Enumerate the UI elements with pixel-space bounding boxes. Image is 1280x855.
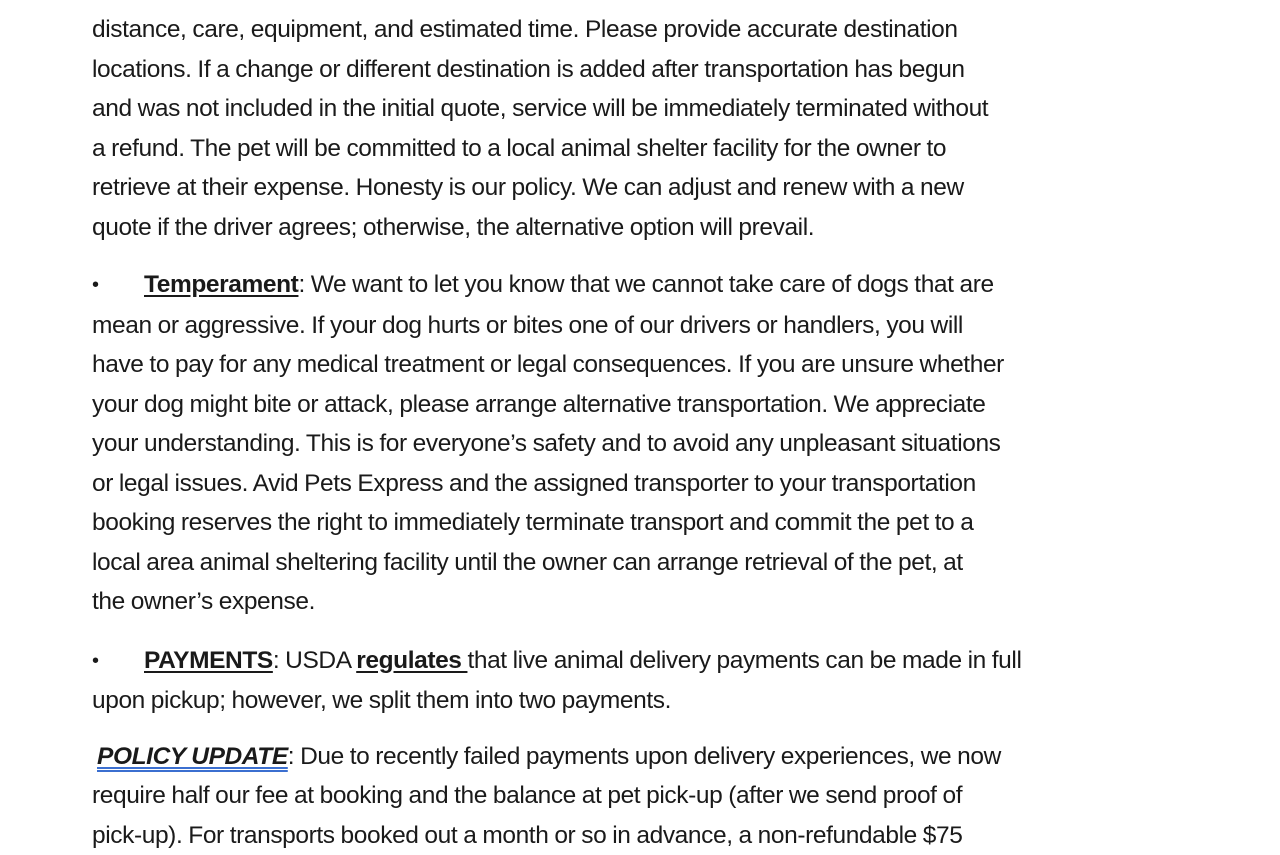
bullet-icon: • xyxy=(92,266,144,306)
payments-paragraph xyxy=(92,641,1162,721)
regulates-emphasis: regulates xyxy=(356,647,467,674)
text-line: locations. If a change or different destination is added after transportation has begun xyxy=(92,50,1162,90)
text-line: your dog might bite or attack, please arrange alternative transportation. We appreciate xyxy=(92,385,1162,425)
policy-update-heading: POLICY UPDATE xyxy=(92,743,288,770)
text-line: local area animal sheltering facility until the owner can arrange retrieval of the pet, at xyxy=(92,543,1162,583)
text-line: and was not included in the initial quote, service will be immediately terminated without xyxy=(92,89,1162,129)
policy-update-paragraph xyxy=(92,737,1162,855)
text-fragment: : USDA xyxy=(273,647,356,674)
bullet-icon: • xyxy=(92,642,144,682)
text-line: require half our fee at booking and the balance at pet pick-up (after we send proof of xyxy=(92,776,1162,816)
payments-first-line xyxy=(92,641,1162,682)
text-fragment: that live animal delivery payments can be made in full xyxy=(467,647,1021,674)
text-line: the owner’s expense. xyxy=(92,582,1162,622)
text-line: mean or aggressive. If your dog hurts or bites one of our drivers or handlers, you will xyxy=(92,306,1162,346)
text-line: pick-up). For transports booked out a month or so in advance, a non-refundable $75 xyxy=(92,816,1162,855)
text-line: quote if the driver agrees; otherwise, the alternative option will prevail. xyxy=(92,208,1162,248)
text-line: upon pickup; however, we split them into two payments. xyxy=(92,681,1162,721)
temperament-first-line xyxy=(92,265,1162,306)
text-fragment: : Due to recently failed payments upon delivery experiences, we now xyxy=(288,743,1001,770)
policy-update-first-line xyxy=(92,737,1162,777)
text-line: or legal issues. Avid Pets Express and the assigned transporter to your transportation xyxy=(92,464,1162,504)
temperament-paragraph xyxy=(92,265,1162,622)
document-page xyxy=(92,10,1162,855)
text-line: your understanding. This is for everyone’s safety and to avoid any unpleasant situations xyxy=(92,424,1162,464)
text-line: distance, care, equipment, and estimated time. Please provide accurate destination xyxy=(92,10,1162,50)
intro-paragraph xyxy=(92,10,1162,247)
text-line: have to pay for any medical treatment or legal consequences. If you are unsure whether xyxy=(92,345,1162,385)
temperament-heading: Temperament xyxy=(144,271,298,298)
text-fragment: : We want to let you know that we cannot take care of dogs that are xyxy=(298,271,993,298)
payments-heading: PAYMENTS xyxy=(144,647,273,674)
text-line: a refund. The pet will be committed to a local animal shelter facility for the owner to xyxy=(92,129,1162,169)
text-line: booking reserves the right to immediately terminate transport and commit the pet to a xyxy=(92,503,1162,543)
text-line: retrieve at their expense. Honesty is our policy. We can adjust and renew with a new xyxy=(92,168,1162,208)
